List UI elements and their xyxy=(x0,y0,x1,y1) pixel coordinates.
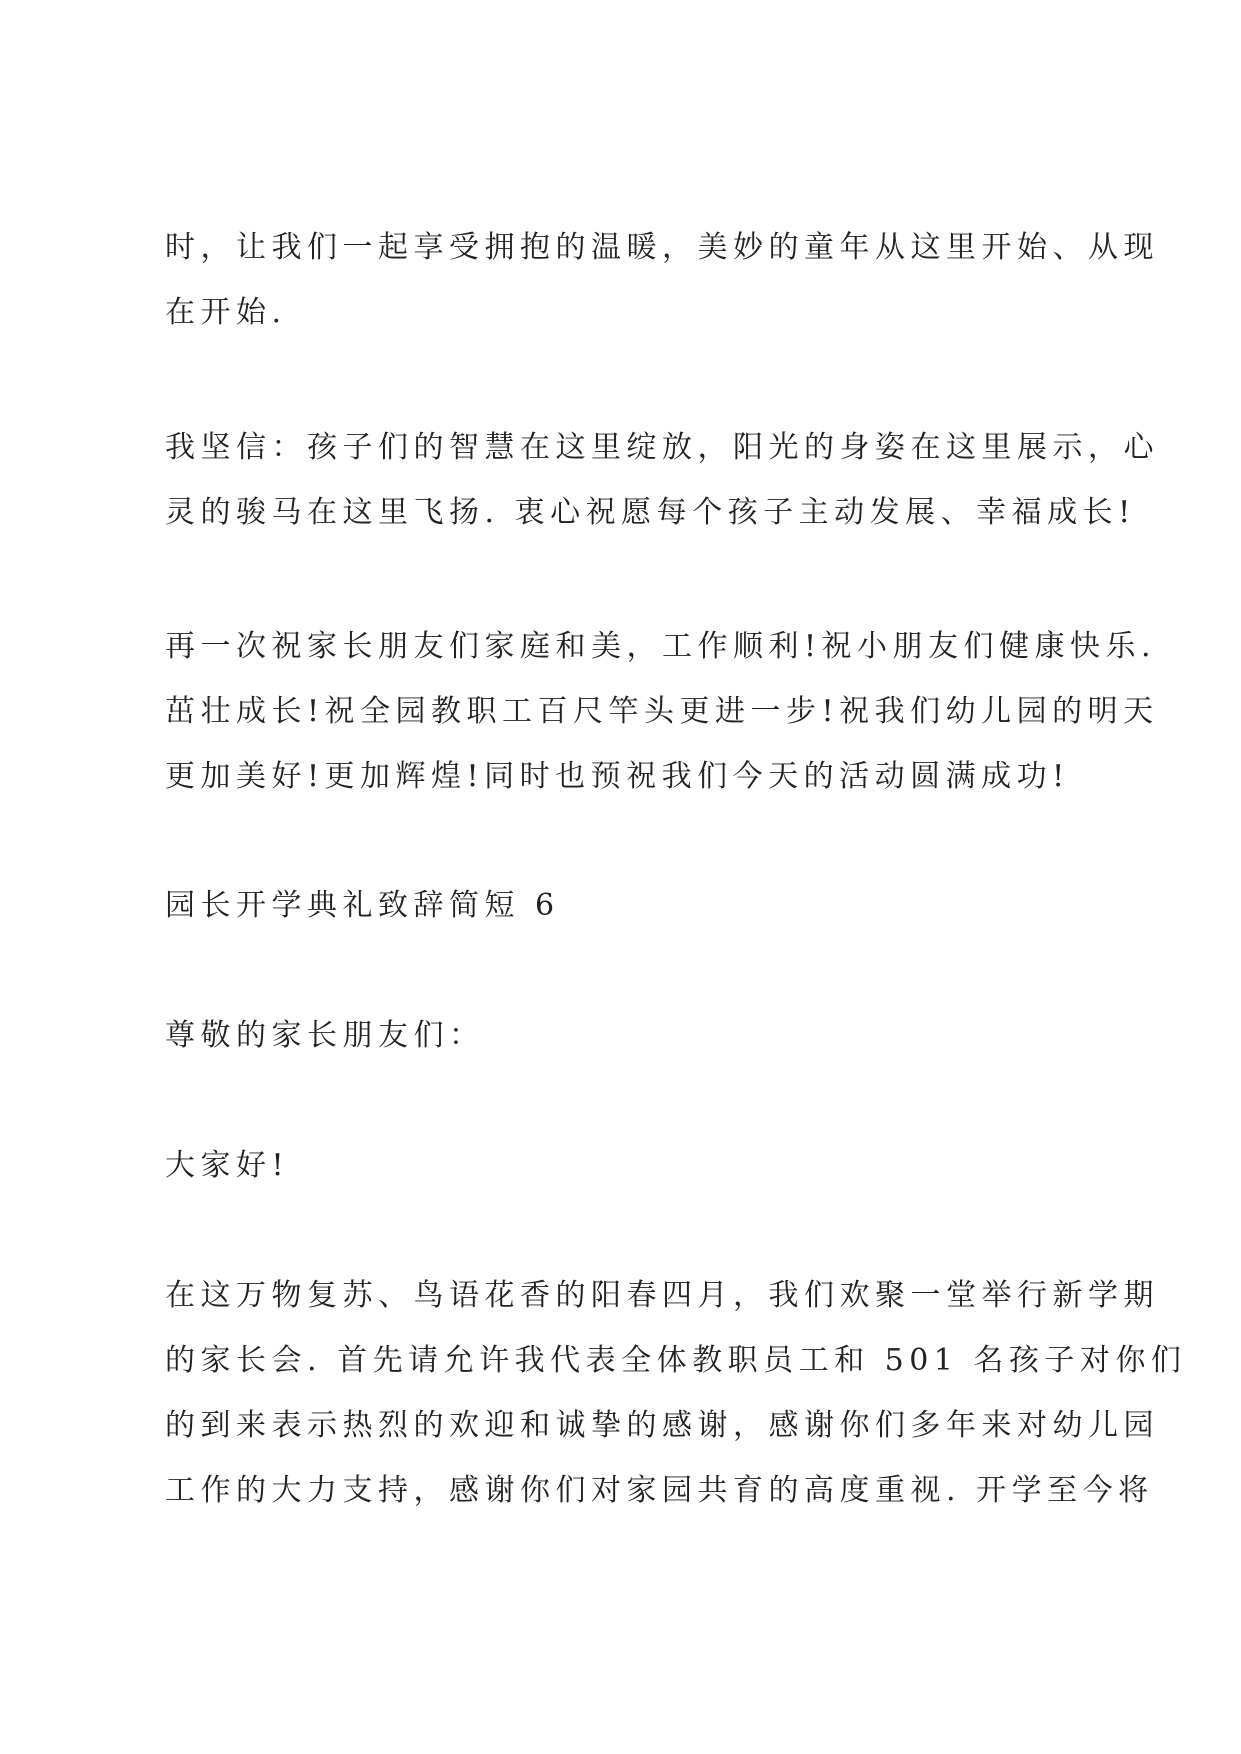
paragraph-1-line-2: 在开始. xyxy=(165,295,287,330)
paragraph-1-line-1: 时，让我们一起享受拥抱的温暖，美妙的童年从这里开始、从现 xyxy=(165,230,1159,265)
section-heading: 园长开学典礼致辞简短 6 xyxy=(165,888,560,923)
paragraph-3-line-2: 茁壮成长!祝全园教职工百尺竿头更进一步!祝我们幼儿园的明天 xyxy=(165,694,1159,729)
paragraph-7-line-2: 的家长会. 首先请允许我代表全体教职员工和 501 名孩子对你们 xyxy=(165,1343,1187,1378)
paragraph-2-line-1: 我坚信：孩子们的智慧在这里绽放，阳光的身姿在这里展示，心 xyxy=(165,430,1159,465)
paragraph-7-line-3: 的到来表示热烈的欢迎和诚挚的感谢，感谢你们多年来对幼儿园 xyxy=(165,1408,1159,1443)
paragraph-3-line-3: 更加美好!更加辉煌!同时也预祝我们今天的活动圆满成功! xyxy=(165,759,1070,794)
paragraph-3-line-1: 再一次祝家长朋友们家庭和美，工作顺利!祝小朋友们健康快乐. xyxy=(165,629,1157,664)
paragraph-2-line-2: 灵的骏马在这里飞扬. 衷心祝愿每个孩子主动发展、幸福成长! xyxy=(165,495,1136,530)
paragraph-7-line-1: 在这万物复苏、鸟语花香的阳春四月，我们欢聚一堂举行新学期 xyxy=(165,1278,1159,1313)
salutation: 尊敬的家长朋友们： xyxy=(165,1018,485,1053)
paragraph-7-line-4: 工作的大力支持，感谢你们对家园共育的高度重视. 开学至今将 xyxy=(165,1473,1154,1508)
greeting: 大家好! xyxy=(165,1148,290,1183)
